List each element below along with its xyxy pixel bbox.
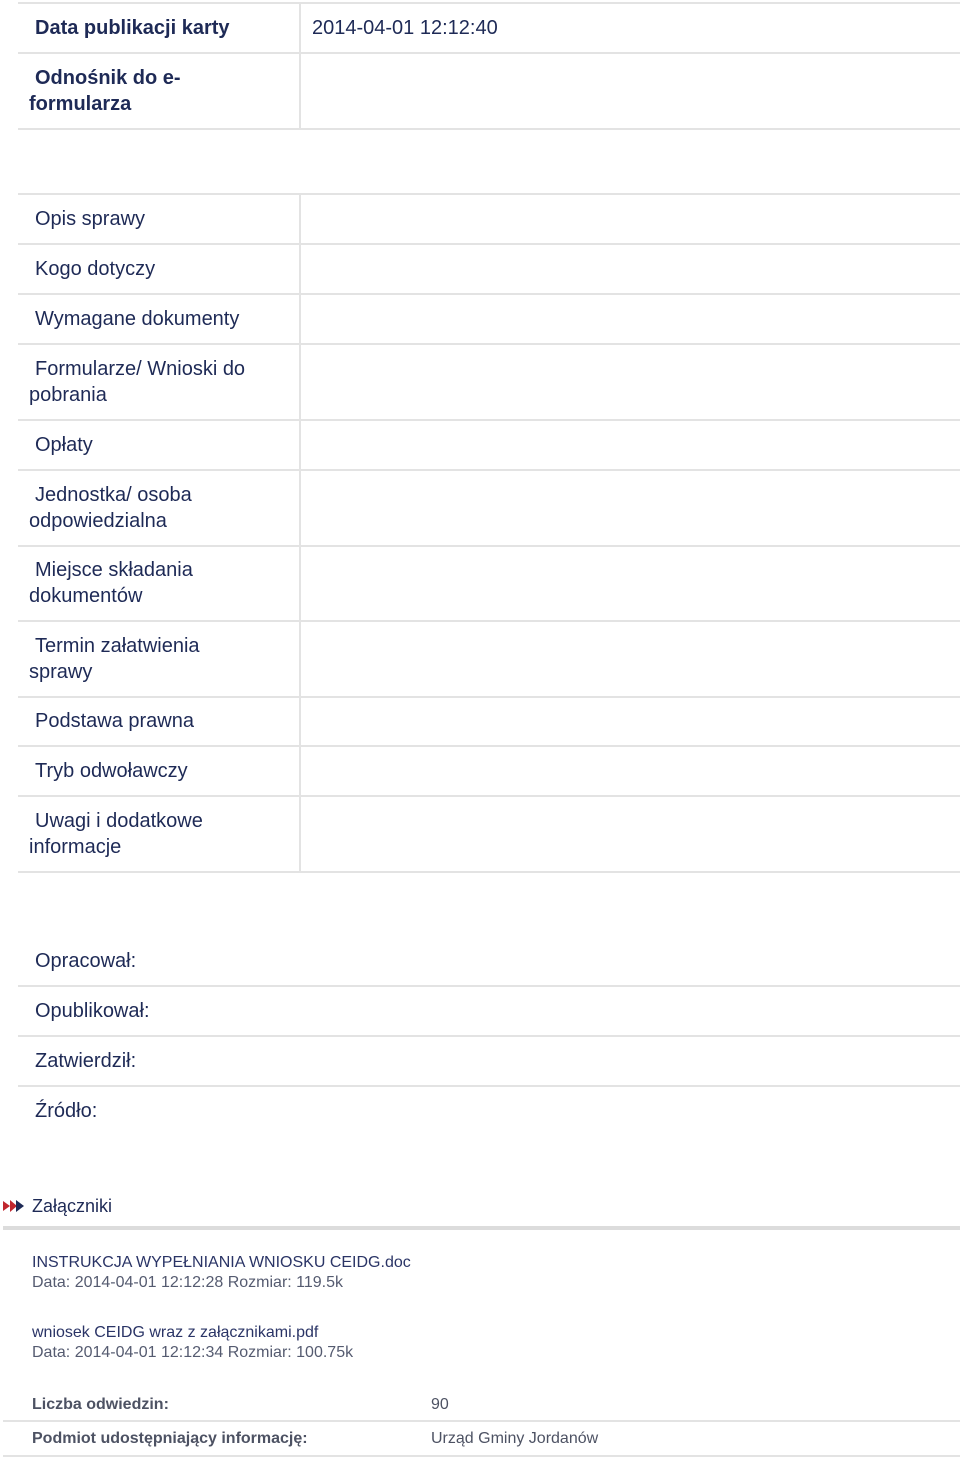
row-label-case-description: Opis sprawy bbox=[35, 208, 146, 230]
row-label-eform-link: Odnośnik do e- bbox=[35, 67, 181, 89]
divider bbox=[3, 1420, 960, 1422]
row-label-approved-by: Zatwierdził: bbox=[35, 1050, 137, 1072]
row-label-submission-place: Miejsce składania bbox=[35, 559, 193, 581]
row-label-eform-link-cont: formularza bbox=[29, 93, 132, 115]
divider bbox=[18, 1085, 960, 1087]
divider bbox=[18, 871, 960, 873]
row-label-publication-date: Data publikacji karty bbox=[35, 17, 230, 39]
provider-label: Podmiot udostępniający informację: bbox=[32, 1430, 308, 1447]
publication-date-value: 2014-04-01 12:12:40 bbox=[312, 17, 498, 39]
row-label-notes: Uwagi i dodatkowe bbox=[35, 810, 203, 832]
row-label-required-documents: Wymagane dokumenty bbox=[35, 308, 240, 330]
divider bbox=[18, 469, 960, 471]
attachment-info: Data: 2014-04-01 12:12:34 Rozmiar: 100.75k bbox=[32, 1344, 354, 1361]
visits-label: Liczba odwiedzin: bbox=[32, 1396, 169, 1413]
row-label-responsible-unit-cont: odpowiedzialna bbox=[29, 510, 167, 532]
row-label-legal-basis: Podstawa prawna bbox=[35, 710, 194, 732]
row-label-who-concerns: Kogo dotyczy bbox=[35, 258, 156, 280]
divider bbox=[18, 2, 960, 4]
column-divider bbox=[299, 193, 301, 873]
divider bbox=[18, 985, 960, 987]
attachment-info: Data: 2014-04-01 12:12:28 Rozmiar: 119.5k bbox=[32, 1274, 344, 1291]
divider bbox=[18, 243, 960, 245]
divider bbox=[18, 545, 960, 547]
attachment-link[interactable]: wniosek CEIDG wraz z załącznikami.pdf bbox=[32, 1324, 319, 1341]
divider bbox=[18, 745, 960, 747]
divider bbox=[18, 620, 960, 622]
row-label-notes-cont: informacje bbox=[29, 836, 122, 858]
divider bbox=[3, 1455, 960, 1457]
divider bbox=[18, 795, 960, 797]
row-label-submission-place-cont: dokumentów bbox=[29, 585, 143, 607]
visits-count: 90 bbox=[431, 1396, 449, 1413]
row-label-forms-download-cont: pobrania bbox=[29, 384, 107, 406]
section-underline bbox=[3, 1226, 960, 1230]
row-label-responsible-unit: Jednostka/ osoba bbox=[35, 484, 192, 506]
attachments-heading: Załączniki bbox=[32, 1196, 113, 1216]
divider bbox=[18, 419, 960, 421]
row-label-processing-time-cont: sprawy bbox=[29, 661, 93, 683]
row-label-forms-download: Formularze/ Wnioski do bbox=[35, 358, 246, 380]
column-divider bbox=[299, 2, 301, 130]
divider bbox=[18, 52, 960, 54]
divider bbox=[18, 1035, 960, 1037]
row-label-appeal-procedure: Tryb odwoławczy bbox=[35, 760, 188, 782]
row-label-prepared-by: Opracował: bbox=[35, 950, 137, 972]
row-label-source: Źródło: bbox=[35, 1100, 98, 1122]
divider bbox=[18, 343, 960, 345]
divider bbox=[18, 696, 960, 698]
row-label-fees: Opłaty bbox=[35, 434, 93, 456]
divider bbox=[18, 193, 960, 195]
divider bbox=[18, 128, 960, 130]
row-label-processing-time: Termin załatwienia bbox=[35, 635, 200, 657]
divider bbox=[18, 293, 960, 295]
attachment-link[interactable]: INSTRUKCJA WYPEŁNIANIA WNIOSKU CEIDG.doc bbox=[32, 1254, 411, 1271]
double-arrow-bullet-icon bbox=[3, 1200, 25, 1212]
row-label-published-by: Opublikował: bbox=[35, 1000, 150, 1022]
provider-value: Urząd Gminy Jordanów bbox=[431, 1430, 599, 1447]
